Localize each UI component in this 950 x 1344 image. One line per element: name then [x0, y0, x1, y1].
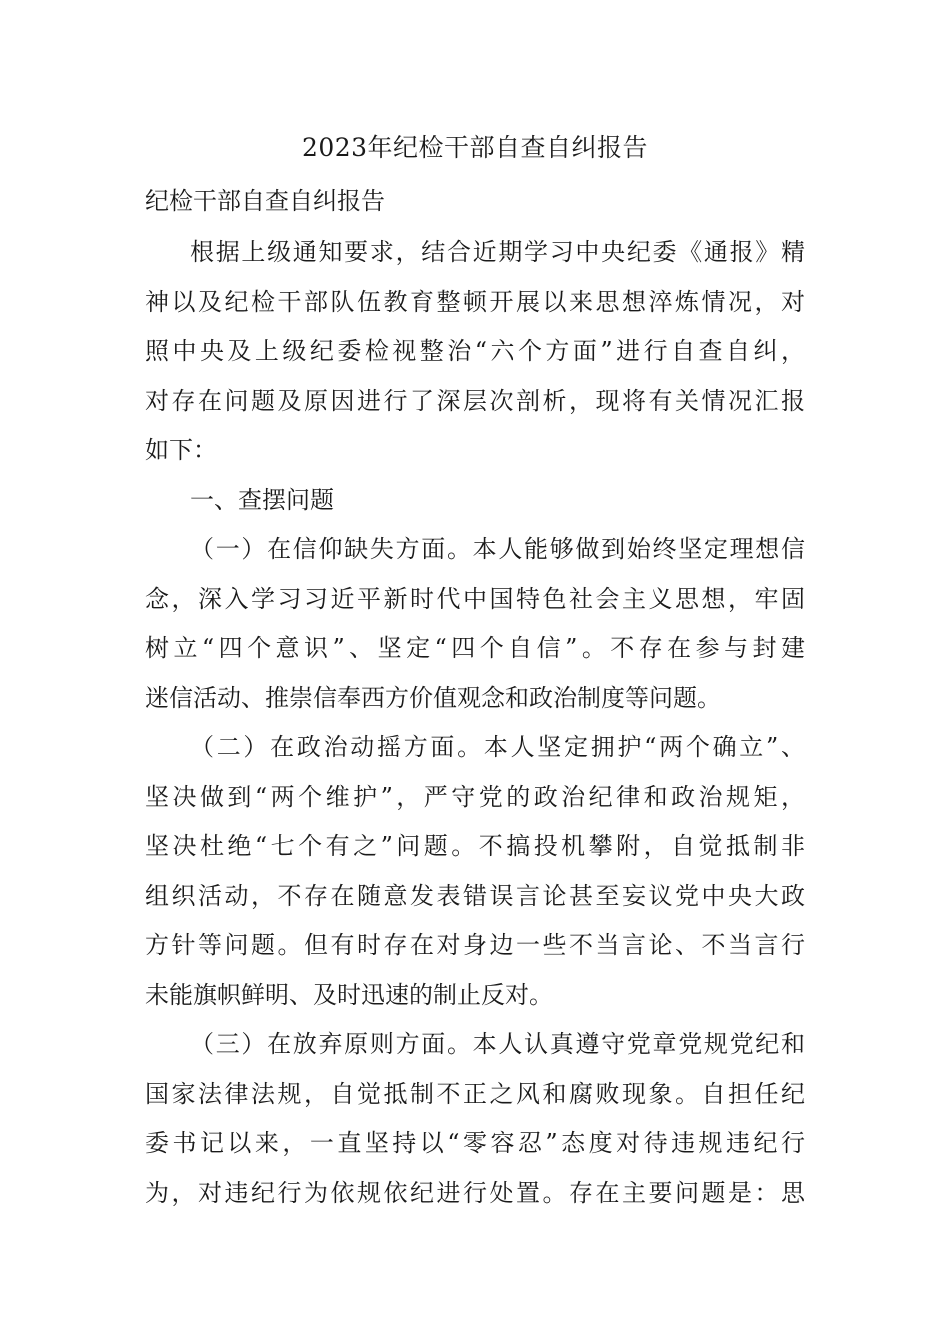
text-line: 照中央及上级纪委检视整治“六个方面”进行自查自纠， [145, 337, 805, 365]
document-subtitle: 纪检干部自查自纠报告 [145, 187, 385, 215]
text-line: 组织活动，不存在随意发表错误言论甚至妄议党中央大政 [145, 881, 805, 910]
text-line: 委书记以来，一直坚持以“零容忍”态度对待违规违纪行 [145, 1129, 805, 1157]
text-line: 迷信活动、推崇信奉西方价值观念和政治制度等问题。 [145, 683, 721, 712]
paragraph-item-1 [145, 525, 805, 723]
section-heading [145, 476, 805, 526]
paragraph-intro [145, 228, 805, 476]
text-line: （二）在政治动摇方面。本人坚定拥护“两个确立”、 [190, 733, 805, 761]
paragraph-item-3 [145, 1020, 805, 1218]
text-line: 坚决杜绝“七个有之”问题。不搞投机攀附，自觉抵制非 [145, 832, 805, 860]
text-line: 国家法律法规，自觉抵制不正之风和腐败现象。自担任纪 [145, 1079, 805, 1108]
text-line: 一、查摆问题 [190, 485, 334, 514]
text-line: 根据上级通知要求，结合近期学习中央纪委《通报》精 [190, 238, 805, 266]
text-line: 树立“四个意识”、坚定“四个自信”。不存在参与封建 [145, 634, 805, 662]
document-title: 2023年纪检干部自查自纠报告 [301, 133, 649, 162]
text-line: 念，深入学习习近平新时代中国特色社会主义思想，牢固 [145, 584, 805, 613]
text-line: 神以及纪检干部队伍教育整顿开展以来思想淬炼情况，对 [145, 287, 805, 316]
text-line: 未能旗帜鲜明、及时迅速的制止反对。 [145, 980, 553, 1009]
text-line: （三）在放弃原则方面。本人认真遵守党章党规党纪和 [190, 1030, 805, 1058]
text-line: 如下： [145, 436, 217, 464]
text-line: 为，对违纪行为依规依纪进行处置。存在主要问题是：思 [145, 1178, 805, 1207]
text-line: （一）在信仰缺失方面。本人能够做到始终坚定理想信 [190, 535, 805, 563]
document-body [145, 228, 805, 1218]
text-line: 对存在问题及原因进行了深层次剖析，现将有关情况汇报 [145, 386, 805, 415]
text-line: 坚决做到“两个维护”，严守党的政治纪律和政治规矩， [145, 782, 805, 811]
paragraph-item-2 [145, 723, 805, 1020]
text-line: 方针等问题。但有时存在对身边一些不当言论、不当言行 [145, 931, 805, 959]
